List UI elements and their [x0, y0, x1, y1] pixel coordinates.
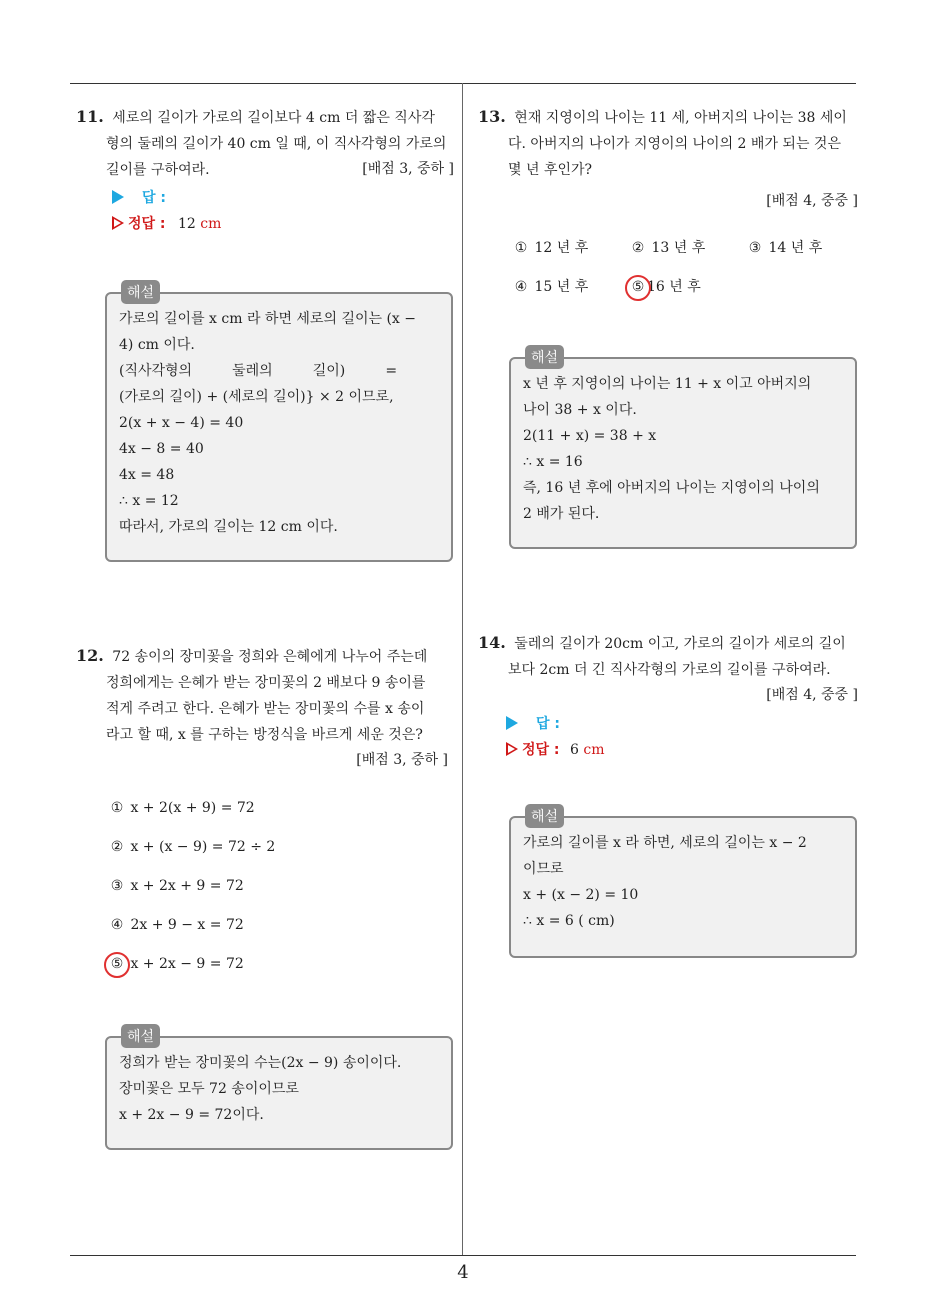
- explanation-box-13: 해설 x 년 후 지영이의 나이는 11 + x 이고 아버지의 나이 38 + x 이다. 2(11 + x) = 38 + x ∴ x = 16 즉, 16 년 후에 아버지의 나이는 지영이의 나이의 2 배가 된다.: [509, 357, 857, 549]
- question-12-text: 12. 72 송이의 장미꽃을 정희와 은혜에게 나누어 주는데 정희에게는 은혜가 받는 장미꽃의 2 배보다 9 송이를 적게 주려고 한다. 은혜가 받는 장미꽃의 수를 x 송이 라고 할 때, x 를 구하는 방정식을 바르게 세운 것은?: [76, 646, 428, 743]
- explanation-box-11: 해설 가로의 길이를 x cm 라 하면 세로의 길이는 (x − 4) cm 이다. (직사각형의 둘레의 길이) = (가로의 길이) + (세로의 길이)} × 2 이므로, 2(x + x − 4) = 40 4x − 8 = 40 4x = 48 ∴ x = 12 따라서, 가로의 길이는 12 cm 이다.: [105, 292, 453, 562]
- option-4[interactable]: ④ 2x + 9 − x = 72: [110, 917, 244, 933]
- page-number: 4: [457, 1262, 469, 1283]
- option-2[interactable]: ② x + (x − 9) = 72 ÷ 2: [110, 839, 276, 855]
- question-14-text: 14. 둘레의 길이가 20cm 이고, 가로의 길이가 세로의 길이 보다 2cm 더 긴 직사각형의 가로의 길이를 구하여라.: [478, 633, 846, 678]
- option-3[interactable]: ③ 14 년 후: [748, 240, 823, 256]
- question-13-text: 13. 현재 지영이의 나이는 11 세, 아버지의 나이는 38 세이 다. 아버지의 나이가 지영이의 나이의 2 배가 되는 것은 몇 년 후인가?: [478, 107, 847, 178]
- question-13: [478, 104, 858, 213]
- question-number: 11.: [76, 107, 104, 126]
- explanation-tag: 해설: [121, 1024, 160, 1048]
- option-5[interactable]: ⑤ 16 년 후: [629, 277, 701, 297]
- answer-row[interactable]: 답 :: [112, 185, 454, 211]
- play-icon: [506, 716, 518, 730]
- triangle-outline-icon: [112, 216, 124, 230]
- option-3[interactable]: ③ x + 2x + 9 = 72: [110, 878, 244, 894]
- correct-answer-row: 정답 : 12 cm: [112, 211, 454, 237]
- option-5[interactable]: ⑤ x + 2x − 9 = 72: [108, 954, 448, 974]
- question-12: [76, 643, 454, 772]
- option-4[interactable]: ④ 15 년 후: [514, 279, 589, 295]
- column-divider: [462, 83, 463, 1256]
- explanation-tag: 해설: [121, 280, 160, 304]
- option-1[interactable]: ① x + 2(x + 9) = 72: [110, 800, 255, 816]
- triangle-outline-icon: [506, 742, 518, 756]
- option-2[interactable]: ② 13 년 후: [631, 240, 706, 256]
- explanation-box-14: 해설 가로의 길이를 x 라 하면, 세로의 길이는 x − 2 이므로 x + (x − 2) = 10 ∴ x = 6 ( cm): [509, 816, 857, 958]
- explanation-tag: 해설: [525, 345, 564, 369]
- correct-answer-row: 정답 : 6 cm: [506, 737, 858, 763]
- question-meta: [배점 4, 중중 ]: [766, 193, 858, 209]
- question-meta: [배점 4, 중중 ]: [766, 687, 858, 703]
- selected-circle-icon: [104, 952, 130, 978]
- top-rule: [70, 83, 856, 84]
- bottom-rule: [70, 1255, 856, 1256]
- play-icon: [112, 190, 124, 204]
- question-meta: [배점 3, 중하 ]: [356, 752, 448, 768]
- question-number: 13.: [478, 107, 506, 126]
- question-meta: [배점 3, 중하 ]: [362, 161, 454, 177]
- explanation-box-12: 해설 정희가 받는 장미꽃의 수는(2x − 9) 송이이다. 장미꽃은 모두 72 송이이므로 x + 2x − 9 = 72이다.: [105, 1036, 453, 1150]
- question-11: [76, 104, 454, 237]
- selected-circle-icon: [625, 275, 651, 301]
- question-11-text: 11. 세로의 길이가 가로의 길이보다 4 cm 더 짧은 직사각 형의 둘레의 길이가 40 cm 일 때, 이 직사각형의 가로의 길이를 구하여라.: [76, 107, 447, 178]
- option-1[interactable]: ① 12 년 후: [514, 240, 589, 256]
- options-12: [108, 798, 448, 974]
- question-number: 12.: [76, 646, 104, 665]
- answer-row[interactable]: 답 :: [506, 711, 858, 737]
- question-number: 14.: [478, 633, 506, 652]
- question-14: [478, 630, 858, 763]
- explanation-tag: 해설: [525, 804, 564, 828]
